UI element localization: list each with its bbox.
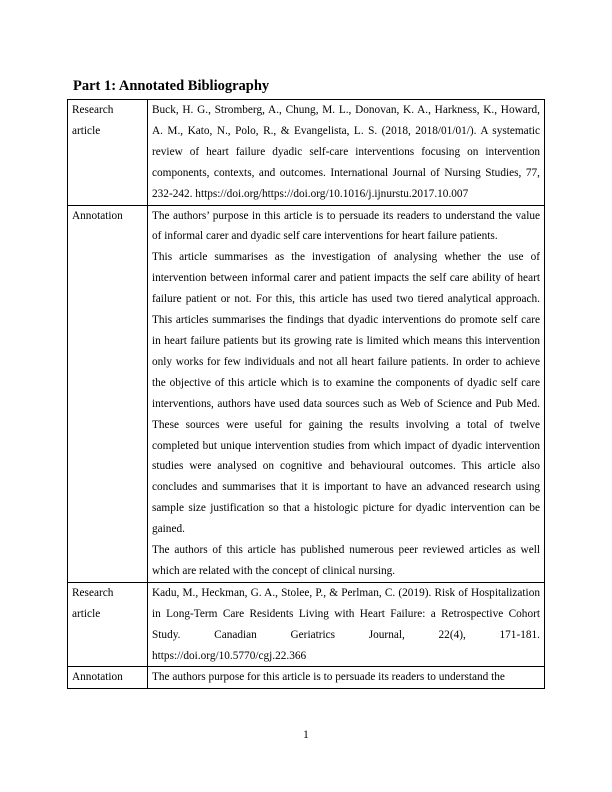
row-label: Annotation <box>68 205 148 582</box>
citation-cell <box>148 582 545 667</box>
page-heading: Part 1: Annotated Bibliography <box>73 78 270 94</box>
page-number: 1 <box>303 729 309 741</box>
table-row-research-article-2 <box>68 582 545 667</box>
bibliography-table <box>67 99 545 689</box>
citation-cell <box>148 100 545 206</box>
row-label: Research article <box>68 582 148 667</box>
row-label: Research article <box>68 100 148 206</box>
table-row-research-article-1 <box>68 100 545 206</box>
table-row-annotation-1 <box>68 205 545 582</box>
table-row-annotation-2 <box>68 667 545 689</box>
citation-text: Kadu, M., Heckman, G. A., Stolee, P., & Perlman, C. (2019). Risk of Hospitalization in Long-Term Care Residents Living with Heart Failure: a Retrospective Cohort Study. Canadian Geriatrics Journal, 22(4), 171-181. https://doi.org/10.5770/cgj.22.366 <box>152 586 540 662</box>
annotation-authors: The authors of this article has published numerous peer reviewed articles as well which are related with the concept of clinical nursing. <box>152 544 540 577</box>
citation-text: Buck, H. G., Stromberg, A., Chung, M. L., Donovan, K. A., Harkness, K., Howard, A. M., Kato, N., Polo, R., & Evangelista, L. S. (2018, 2018/01/01/). A systematic review of heart failure dyadic self-care interventions focusing on intervention components, contexts, and outcomes. International Journal of Nursing Studies, 77, 232-242. https://doi.org/https://doi.org/10.1016/j.ijnurstu.2017.10.007 <box>152 104 540 200</box>
annotation-purpose: The authors purpose for this article is to persuade its readers to understand the <box>152 671 505 684</box>
row-label: Annotation <box>68 667 148 689</box>
annotation-purpose: The authors’ purpose in this article is to persuade its readers to understand the value of informal carer and dyadic self care interventions for heart failure patients. <box>152 209 540 243</box>
annotation-summary: This article summarises as the investigation of analysing whether the use of intervention between informal carer and patient impacts the self care ability of heart failure patient or not. For this, this article has used two tiered analytical approach. This articles summarises the findings that dyadic interventions do promote self care in heart failure patients but its growing rate is limited which means this intervention only works for few individuals and not all heart failure patients. In order to achieve the objective of this article which is to examine the components of dyadic self care interventions, authors have used data sources such as Web of Science and Pub Med. These sources were useful for gaining the results involving a total of twelve completed but unique intervention studies from which impact of dyadic intervention studies were analysed on cognitive and behavioural outcomes. This article also concludes and summarises that it is important to have an advanced research using sample size justification so that a histologic picture for dyadic intervention can be gained. <box>152 251 540 536</box>
annotation-cell <box>148 205 545 582</box>
annotation-cell <box>148 667 545 689</box>
